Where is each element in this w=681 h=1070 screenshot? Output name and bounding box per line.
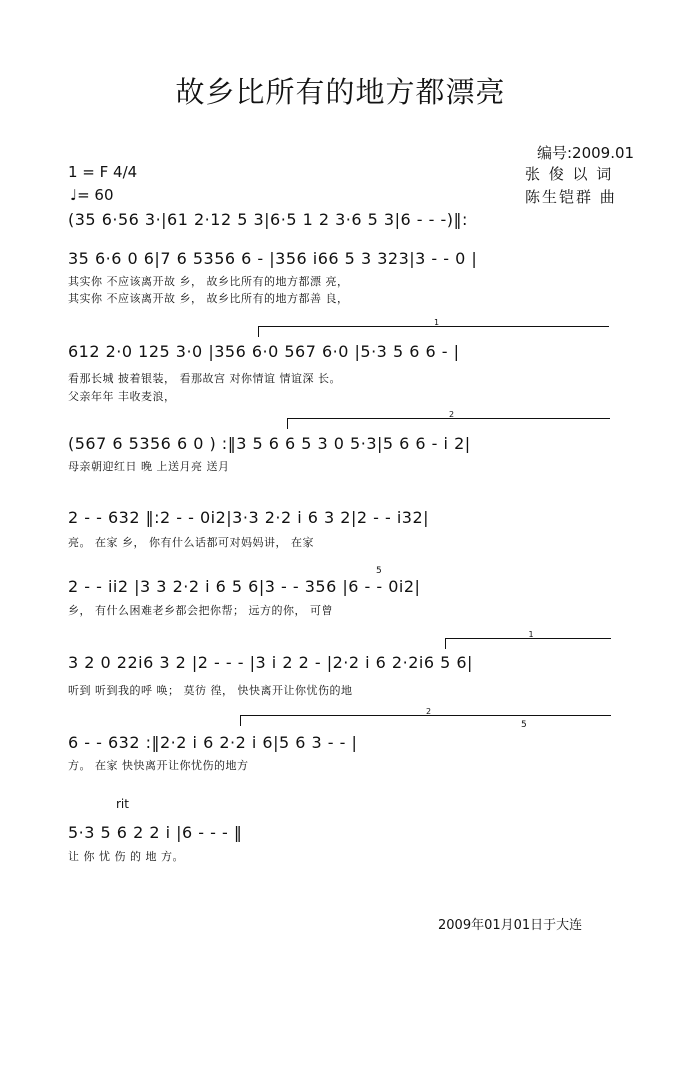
grace-note-2: 5 xyxy=(521,720,527,730)
volta-bracket-2b: 2 xyxy=(240,715,611,726)
ritardando-marking: rit xyxy=(116,797,129,811)
volta-bracket-1: 1 xyxy=(258,326,609,337)
lyric-line-3: 母亲朝迎红日 晚 上送月亮 送月 xyxy=(68,460,230,473)
score-line-4: 2 - - 632 ‖:2 - - 0i2|3·3 2·2 i 6 3 2|2 - - i32| xyxy=(68,508,430,527)
score-line-2: 612 2·0 125 3·0 |356 6·0 567 6·0 |5·3 5 6 6 - | xyxy=(68,342,460,361)
lyric-line-1-verse-2: 其实你 不应该离开故 乡， 故乡比所有的地方都善 良， xyxy=(68,292,349,305)
score-line-1: 35 6·6 0 6|7 6 5356 6 - |356 i66 5 3 323|3 - - 0 | xyxy=(68,249,478,268)
volta-bracket-1b: 1 xyxy=(445,638,611,649)
volta-bracket-2: 2 xyxy=(287,418,610,429)
serial-number: 编号:2009.01 xyxy=(537,144,635,162)
lyric-line-1-verse-1: 其实你 不应该离开故 乡， 故乡比所有的地方都漂 亮， xyxy=(68,275,349,288)
composer-credit: 陈生铠群 曲 xyxy=(525,188,617,206)
lyric-line-8: 让 你 忧 伤 的 地 方。 xyxy=(68,850,184,863)
lyric-line-6: 听到 听到我的呼 唤； 莫彷 徨， 快快离开让你忧伤的地 xyxy=(68,684,353,697)
key-signature: 1 = F 4/4 xyxy=(68,163,138,181)
grace-note: 5 xyxy=(376,566,382,576)
lyric-line-7: 方。 在家 快快离开让你忧伤的地方 xyxy=(68,759,249,772)
score-line-3: (567 6 5356 6 0 ) :‖3 5 6 6 5 3 0 5·3|5 6 6 - i 2| xyxy=(68,434,471,453)
lyric-line-5: 乡， 有什么困难老乡都会把你帮； 远方的你， 可曾 xyxy=(68,604,333,617)
lyric-line-2-verse-1: 看那长城 披着银装， 看那故宫 对你情谊 情谊深 长。 xyxy=(68,372,341,385)
quarter-note-icon: ♩ xyxy=(70,186,78,204)
score-line-8: 5·3 5 6 2 2 i |6 - - - ‖ xyxy=(68,823,243,842)
lyric-line-2-verse-2: 父亲年年 丰收麦浪， xyxy=(68,390,176,403)
score-line-6: 3 2 0 22i6 3 2 |2 - - - |3 i 2 2 - |2·2 i 6 2·2i6 5 6| xyxy=(68,653,473,672)
score-line-7: 6 - - 632 :‖2·2 i 6 2·2 i 6|5 6 3 - - | xyxy=(68,733,358,752)
tempo-marking: ♩= 60 xyxy=(70,186,114,204)
score-line-intro: (35 6·56 3·|61 2·12 5 3|6·5 1 2 3·6 5 3|6 - - -)‖: xyxy=(68,210,468,229)
lyricist-credit: 张 俊 以 词 xyxy=(525,165,614,183)
song-title: 故乡比所有的地方都漂亮 xyxy=(175,75,506,109)
date-signature: 2009年01月01日于大连 xyxy=(438,918,583,933)
lyric-line-4: 亮。 在家 乡， 你有什么话都可对妈妈讲， 在家 xyxy=(68,536,314,549)
score-line-5: 2 - - ii2 |3 3 2·2 i 6 5 6|3 - - 356 |6 - - 0i2| xyxy=(68,577,421,596)
